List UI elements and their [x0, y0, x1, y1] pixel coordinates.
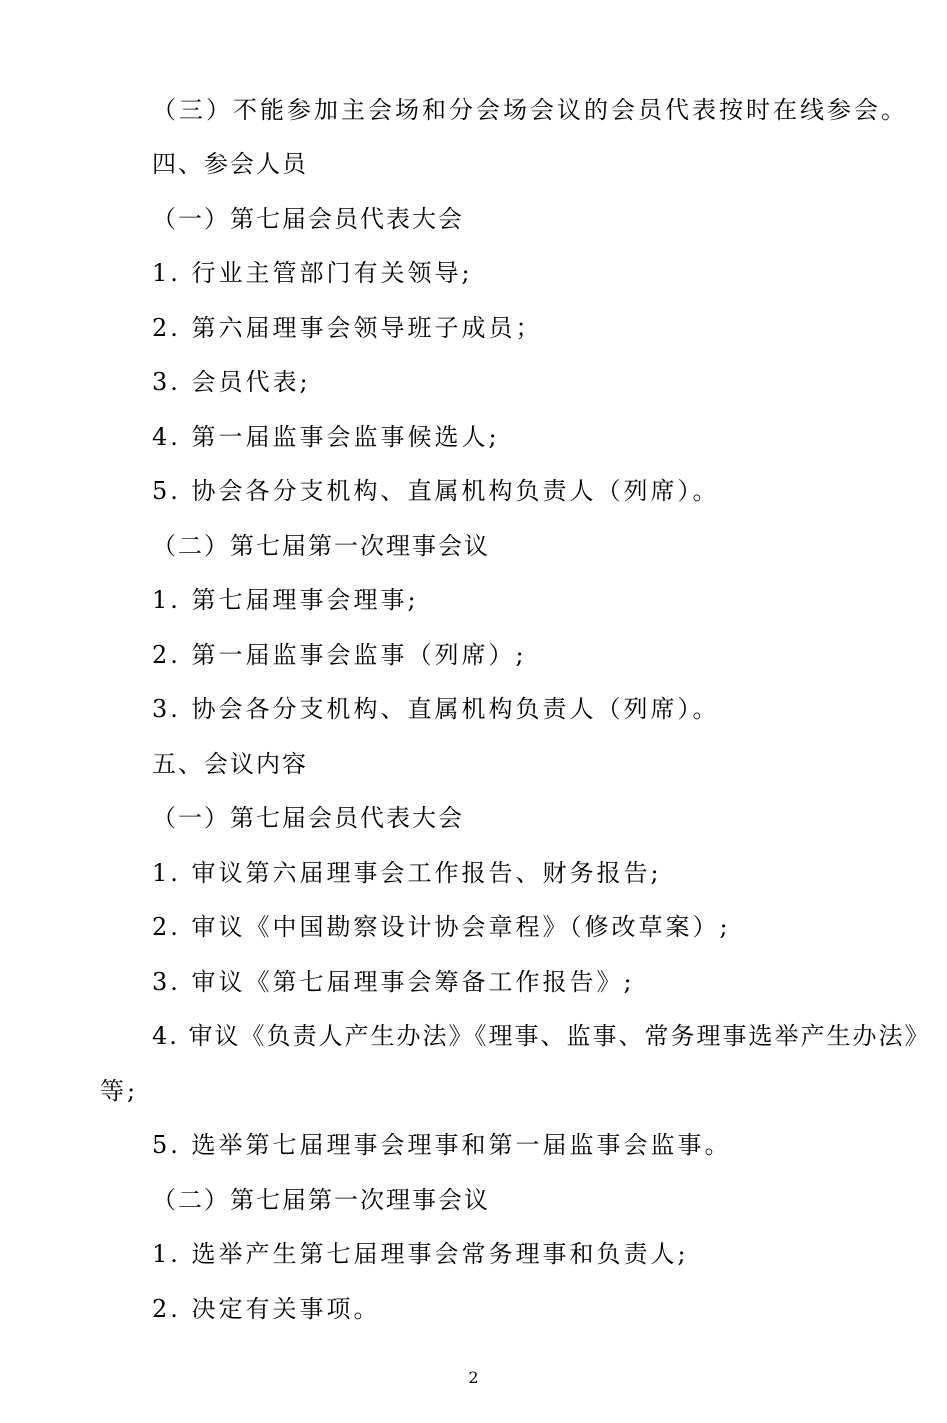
list-item: 2. 审议《中国勘察设计协会章程》（修改草案）; [152, 913, 731, 941]
list-item: 3. 会员代表; [152, 368, 311, 396]
subsection-heading: （一）第七届会员代表大会 [152, 205, 464, 233]
list-item: 1. 选举产生第七届理事会常务理事和负责人; [152, 1240, 689, 1268]
subsection-heading: （二）第七届第一次理事会议 [152, 532, 490, 560]
list-item: 4. 第一届监事会监事候选人; [152, 423, 500, 451]
list-item: 3. 协会各分支机构、直属机构负责人（列席）。 [152, 695, 720, 723]
list-item: 3. 审议《第七届理事会筹备工作报告》; [152, 968, 635, 996]
list-item: 2. 决定有关事项。 [152, 1295, 381, 1323]
subsection-heading: （二）第七届第一次理事会议 [152, 1186, 490, 1214]
section-heading: 五、会议内容 [152, 750, 308, 778]
list-item: 1. 审议第六届理事会工作报告、财务报告; [152, 859, 662, 887]
list-item-continuation: 等; [100, 1077, 139, 1105]
list-item: 5. 选举第七届理事会理事和第一届监事会监事。 [152, 1131, 732, 1159]
page-number: 2 [468, 1368, 479, 1387]
paragraph-line: （三）不能参加主会场和分会场会议的会员代表按时在线参会。 [152, 96, 908, 124]
list-item: 2. 第六届理事会领导班子成员； [152, 314, 543, 342]
list-item: 4. 审议《负责人产生办法》《理事、监事、常务理事选举产生办法》 [152, 1022, 931, 1050]
section-heading: 四、参会人员 [152, 150, 308, 178]
subsection-heading: （一）第七届会员代表大会 [152, 804, 464, 832]
list-item: 5. 协会各分支机构、直属机构负责人（列席）。 [152, 477, 720, 505]
list-item: 1. 行业主管部门有关领导; [152, 259, 473, 287]
list-item: 2. 第一届监事会监事（列席）; [152, 641, 527, 669]
list-item: 1. 第七届理事会理事; [152, 586, 419, 614]
